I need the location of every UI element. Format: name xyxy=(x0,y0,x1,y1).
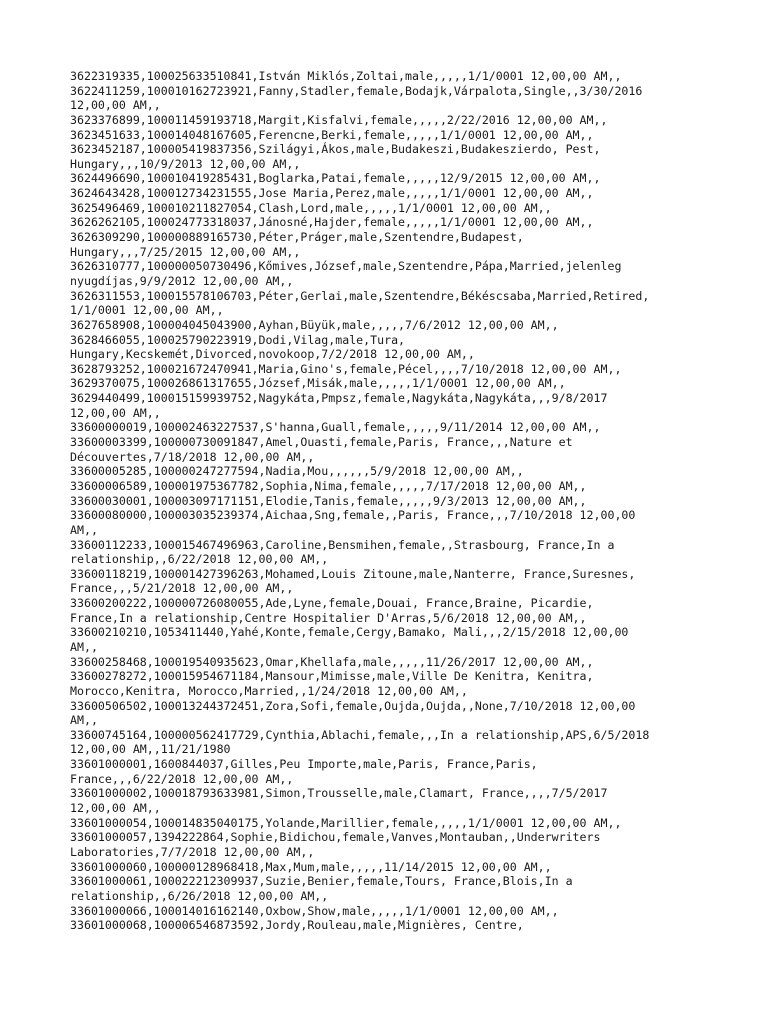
text-line: nyugdíjas,9/9/2012 12,00,00 AM,, xyxy=(70,273,294,288)
text-line: 33600278272,100015954671184,Mansour,Mimisse,male,Ville De Kenitra, Kenitra, xyxy=(70,669,594,684)
text-line: 33601000054,100014835040175,Yolande,Marillier,female,,,,,1/1/0001 12,00,00 AM,, xyxy=(70,815,622,830)
text-line: 3626310777,100000050730496,Kőmives,József,male,Szentendre,Pápa,Married,jelenleg xyxy=(70,259,622,274)
text-line: Hungary,Kecskemét,Divorced,novokoop,7/2/2018 12,00,00 AM,, xyxy=(70,347,475,362)
text-line: 33600006589,100001975367782,Sophia,Nima,female,,,,,7/17/2018 12,00,00 AM,, xyxy=(70,478,587,493)
text-line: 33600080000,100003035239374,Aichaa,Sng,female,,Paris, France,,,7/10/2018 12,00,00 xyxy=(70,508,636,523)
text-line: 12,00,00 AM,, xyxy=(70,98,161,113)
text-line: France,,,6/22/2018 12,00,00 AM,, xyxy=(70,771,294,786)
text-line: 3623452187,100005419837356,Szilágyi,Ákos,male,Budakeszi,Budakeszierdo, Pest, xyxy=(70,142,601,157)
text-line: AM,, xyxy=(70,639,98,654)
text-line: 12,00,00 AM,, xyxy=(70,405,161,420)
text-line: AM,, xyxy=(70,522,98,537)
text-line: 3623376899,100011459193718,Margit,Kisfalvi,female,,,,,2/22/2016 12,00,00 AM,, xyxy=(70,112,608,127)
text-line: 3626311553,100015578106703,Péter,Gerlai,male,Szentendre,Békéscsaba,Married,Retired, xyxy=(70,288,650,303)
text-line: 3626309290,100000889165730,Péter,Práger,male,Szentendre,Budapest, xyxy=(70,230,524,245)
text-line: 3627658908,100004045043900,Ayhan,Büyük,male,,,,,7/6/2012 12,00,00 AM,, xyxy=(70,317,559,332)
text-line: 33601000057,1394222864,Sophie,Bidichou,female,Vanves,Montauban,,Underwriters xyxy=(70,830,601,845)
text-line: 3622411259,100010162723921,Fanny,Stadler,female,Bodajk,Várpalota,Single,,3/30/2016 xyxy=(70,83,643,98)
text-line: 12,00,00 AM,,11/21/1980 xyxy=(70,742,231,757)
text-line: 33600745164,100000562417729,Cynthia,Ablachi,female,,,In a relationship,APS,6/5/2018 xyxy=(70,727,650,742)
text-line: 3622319335,100025633510841,István Miklós,Zoltai,male,,,,,1/1/0001 12,00,00 AM,, xyxy=(70,69,622,83)
text-line: 33600030001,100003097171151,Elodie,Tanis,female,,,,,9/3/2013 12,00,00 AM,, xyxy=(70,493,587,508)
text-line: 3623451633,100014048167605,Ferencne,Berki,female,,,,,1/1/0001 12,00,00 AM,, xyxy=(70,127,594,142)
text-line: France,,,5/21/2018 12,00,00 AM,, xyxy=(70,581,294,596)
text-line: 33600005285,100000247277594,Nadia,Mou,,,,,,5/9/2018 12,00,00 AM,, xyxy=(70,464,524,479)
text-line: 33600258468,100019540935623,Omar,Khellafa,male,,,,,11/26/2017 12,00,00 AM,, xyxy=(70,654,594,669)
text-line: 33600112233,100015467496963,Caroline,Bensmihen,female,,Strasbourg, France,In a xyxy=(70,537,615,552)
text-line: relationship,,6/22/2018 12,00,00 AM,, xyxy=(70,552,329,567)
text-line: 33600506502,100013244372451,Zora,Sofi,female,Oujda,Oujda,,None,7/10/2018 12,00,00 xyxy=(70,698,636,713)
text-line: relationship,,6/26/2018 12,00,00 AM,, xyxy=(70,888,329,903)
text-line: Hungary,,,10/9/2013 12,00,00 AM,, xyxy=(70,156,301,171)
text-line: 3626262105,100024773318037,Jánosné,Hajder,female,,,,,1/1/0001 12,00,00 AM,, xyxy=(70,215,594,230)
text-line: 3628793252,100021672470941,Maria,Gino's,female,Pécel,,,,7/10/2018 12,00,00 AM,, xyxy=(70,361,622,376)
text-line: Morocco,Kenitra, Morocco,Married,,1/24/2018 12,00,00 AM,, xyxy=(70,683,468,698)
text-line: 33601000001,1600844037,Gilles,Peu Importe,male,Paris, France,Paris, xyxy=(70,757,538,772)
text-line: 33601000068,100006546873592,Jordy,Rouleau,male,Mignières, Centre, xyxy=(70,918,524,933)
text-line: 3629370075,100026861317655,József,Misák,male,,,,,1/1/0001 12,00,00 AM,, xyxy=(70,376,566,391)
text-line: 3628466055,100025790223919,Dodi,Vilag,male,Tura, xyxy=(70,332,406,347)
text-line: 33600210210,1053411440,Yahé,Konte,female,Cergy,Bamako, Mali,,,2/15/2018 12,00,00 xyxy=(70,625,629,640)
text-line: Laboratories,7/7/2018 12,00,00 AM,, xyxy=(70,844,315,859)
text-line: 3629440499,100015159939752,Nagykáta,Pmpsz,female,Nagykáta,Nagykáta,,,9/8/2017 xyxy=(70,391,608,406)
text-line: 33601000061,100022212309937,Suzie,Benier,female,Tours, France,Blois,In a xyxy=(70,874,573,889)
text-line: 3625496469,100010211827054,Clash,Lord,male,,,,,1/1/0001 12,00,00 AM,, xyxy=(70,200,552,215)
text-line: 12,00,00 AM,, xyxy=(70,801,161,816)
csv-text-block xyxy=(70,69,710,933)
text-line: 33600200222,100000726080055,Ade,Lyne,female,Douai, France,Braine, Picardie, xyxy=(70,596,594,611)
text-line: 33601000002,100018793633981,Simon,Trousselle,male,Clamart, France,,,,7/5/2017 xyxy=(70,786,608,801)
text-line: 33601000060,100000128968418,Max,Mum,male,,,,,11/14/2015 12,00,00 AM,, xyxy=(70,859,552,874)
text-line: 3624496690,100010419285431,Boglarka,Patai,female,,,,,12/9/2015 12,00,00 AM,, xyxy=(70,171,601,186)
text-line: 3624643428,100012734231555,Jose Maria,Perez,male,,,,,1/1/0001 12,00,00 AM,, xyxy=(70,186,594,201)
text-line: 33600003399,100000730091847,Amel,Ouasti,female,Paris, France,,,Nature et xyxy=(70,435,573,450)
text-line: Découvertes,7/18/2018 12,00,00 AM,, xyxy=(70,449,315,464)
text-line: 33600118219,100001427396263,Mohamed,Louis Zitoune,male,Nanterre, France,Suresnes, xyxy=(70,566,636,581)
text-line: AM,, xyxy=(70,713,98,728)
text-line: 33600000019,100002463227537,S'hanna,Guall,female,,,,,9/11/2014 12,00,00 AM,, xyxy=(70,420,601,435)
text-line: 1/1/0001 12,00,00 AM,, xyxy=(70,303,224,318)
text-line: France,In a relationship,Centre Hospitalier D'Arras,5/6/2018 12,00,00 AM,, xyxy=(70,610,587,625)
text-line: Hungary,,,7/25/2015 12,00,00 AM,, xyxy=(70,244,301,259)
text-line: 33601000066,100014016162140,Oxbow,Show,male,,,,,1/1/0001 12,00,00 AM,, xyxy=(70,903,559,918)
